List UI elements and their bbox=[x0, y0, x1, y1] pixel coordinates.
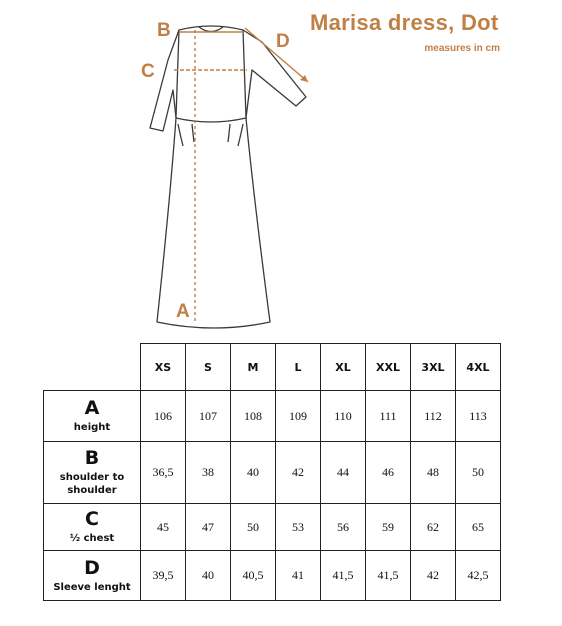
table-cell: 109 bbox=[276, 391, 321, 442]
table-cell: 56 bbox=[321, 504, 366, 551]
row-letter: D bbox=[84, 556, 100, 579]
table-row bbox=[44, 391, 501, 442]
table-cell: 48 bbox=[411, 442, 456, 504]
table-cell: 111 bbox=[366, 391, 411, 442]
table-cell: 42,5 bbox=[456, 551, 501, 601]
size-header: L bbox=[276, 344, 321, 391]
diagram-letter-c: C bbox=[141, 61, 155, 82]
page-subtitle: measures in cm bbox=[424, 43, 500, 54]
table-cell: 62 bbox=[411, 504, 456, 551]
row-letter: A bbox=[84, 397, 100, 419]
table-cell: 65 bbox=[456, 504, 501, 551]
table-cell: 41,5 bbox=[366, 551, 411, 601]
size-table bbox=[43, 343, 501, 601]
table-cell: 108 bbox=[231, 391, 276, 442]
table-cell: 50 bbox=[456, 442, 501, 504]
diagram-letter-b: B bbox=[157, 20, 171, 41]
table-cell: 110 bbox=[321, 391, 366, 442]
table-row bbox=[44, 442, 501, 504]
table-cell: 45 bbox=[141, 504, 186, 551]
size-header: XL bbox=[321, 344, 366, 391]
dress-bodice bbox=[176, 26, 246, 122]
size-header: XS bbox=[141, 344, 186, 391]
table-row bbox=[44, 551, 501, 601]
dress-gathers bbox=[178, 124, 243, 146]
table-cell: 41 bbox=[276, 551, 321, 601]
dress-skirt bbox=[157, 118, 270, 328]
size-header: 3XL bbox=[411, 344, 456, 391]
table-cell: 106 bbox=[141, 391, 186, 442]
row-label: height bbox=[73, 422, 111, 433]
table-cell: 53 bbox=[276, 504, 321, 551]
row-letter: C bbox=[85, 508, 99, 530]
row-label: ½ chest bbox=[69, 533, 115, 544]
table-corner bbox=[44, 344, 141, 391]
size-header: 4XL bbox=[456, 344, 501, 391]
table-cell: 36,5 bbox=[141, 442, 186, 504]
row-label: shoulder to shoulder bbox=[59, 472, 125, 496]
row-header bbox=[44, 551, 141, 601]
table-cell: 38 bbox=[186, 442, 231, 504]
diagram-letter-d: D bbox=[276, 31, 290, 52]
dress-right-sleeve bbox=[243, 30, 306, 118]
size-header: S bbox=[186, 344, 231, 391]
page-title: Marisa dress, Dot bbox=[310, 10, 499, 35]
size-header: M bbox=[231, 344, 276, 391]
diagram-letter-a: A bbox=[176, 301, 190, 322]
size-header-row bbox=[44, 344, 501, 391]
table-cell: 44 bbox=[321, 442, 366, 504]
row-header bbox=[44, 391, 141, 442]
row-letter: B bbox=[84, 447, 100, 469]
table-cell: 47 bbox=[186, 504, 231, 551]
table-cell: 107 bbox=[186, 391, 231, 442]
table-cell: 59 bbox=[366, 504, 411, 551]
table-row bbox=[44, 504, 501, 551]
table-cell: 46 bbox=[366, 442, 411, 504]
table-cell: 39,5 bbox=[141, 551, 186, 601]
row-label: Sleeve lenght bbox=[53, 581, 131, 593]
table-cell: 42 bbox=[411, 551, 456, 601]
table-cell: 42 bbox=[276, 442, 321, 504]
table-cell: 40,5 bbox=[231, 551, 276, 601]
table-cell: 40 bbox=[231, 442, 276, 504]
table-cell: 113 bbox=[456, 391, 501, 442]
table-cell: 41,5 bbox=[321, 551, 366, 601]
table-cell: 50 bbox=[231, 504, 276, 551]
size-header: XXL bbox=[366, 344, 411, 391]
dress-neckline bbox=[199, 27, 223, 32]
row-header bbox=[44, 504, 141, 551]
row-header bbox=[44, 442, 141, 504]
table-cell: 40 bbox=[186, 551, 231, 601]
table-cell: 112 bbox=[411, 391, 456, 442]
